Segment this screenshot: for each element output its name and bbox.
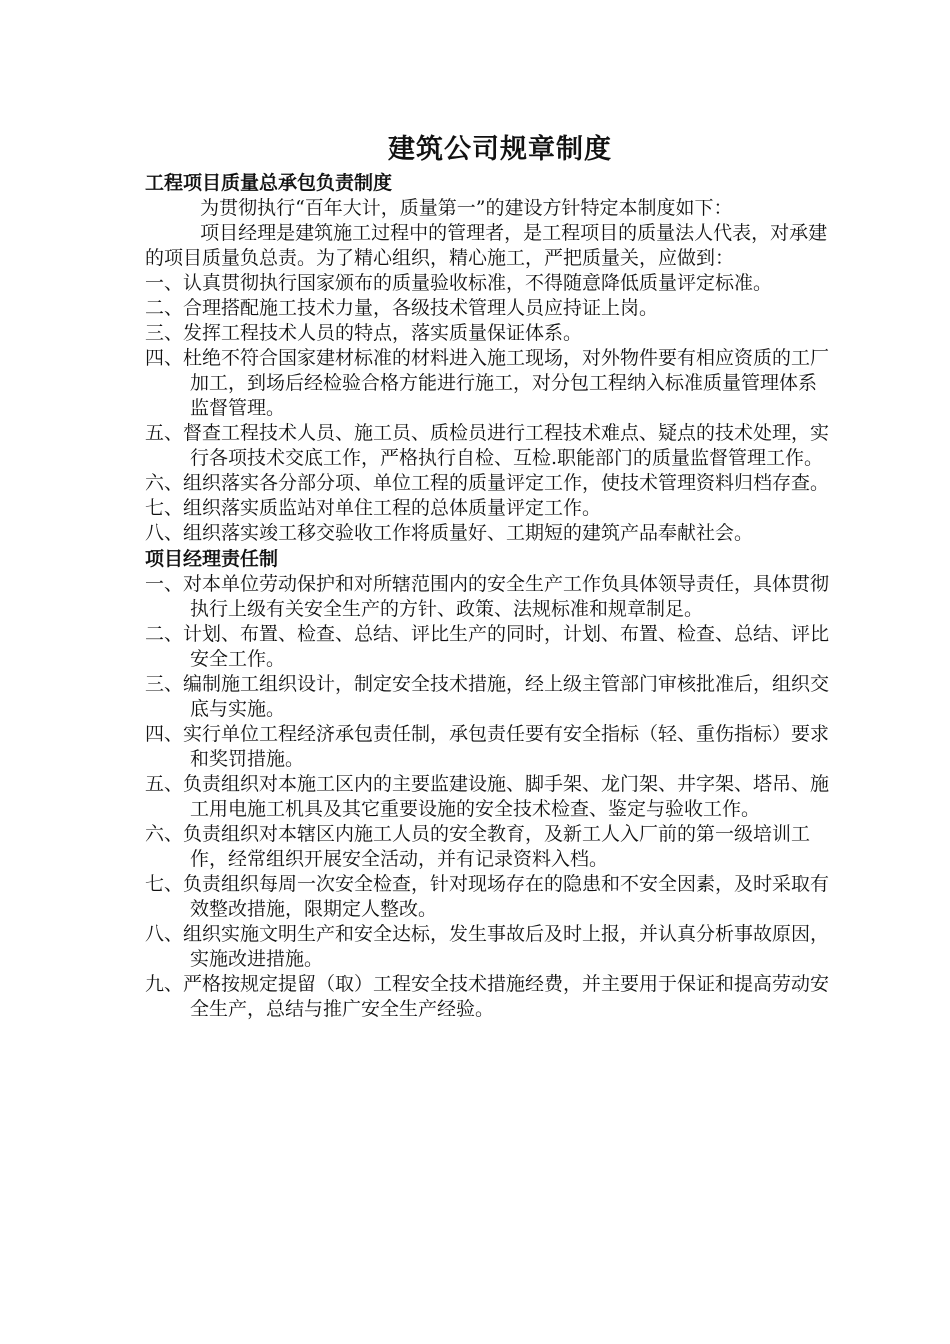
- list-item: 三、编制施工组织设计，制定安全技术措施，经上级主管部门审核批准后，组织交底与实施。: [145, 673, 830, 720]
- list-item: 六、组织落实各分部分项、单位工程的质量评定工作，使技术管理资料归档存查。: [145, 472, 830, 494]
- list-item: 八、组织实施文明生产和安全达标，发生事故后及时上报，并认真分析事故原因，实施改进措施。: [145, 923, 830, 970]
- list-item: 八、组织落实竣工移交验收工作将质量好、工期短的建筑产品奉献社会。: [145, 522, 754, 544]
- manager-list: [145, 572, 830, 1022]
- list-item: 五、督查工程技术人员、施工员、质检员进行工程技术难点、疑点的技术处理，实行各项技术交底工作，严格执行自检、互检.职能部门的质量监督管理工作。: [145, 422, 830, 469]
- list-item: 一、对本单位劳动保护和对所辖范围内的安全生产工作负具体领导责任，具体贯彻执行上级有关安全生产的方针、政策、法规标准和规章制足。: [145, 573, 830, 620]
- section-heading-quality: 工程项目质量总承包负责制度: [145, 172, 393, 194]
- list-item: 一、认真贯彻执行国家颁布的质量验收标准，不得随意降低质量评定标准。: [145, 272, 773, 294]
- quality-list: [145, 271, 830, 546]
- list-item: 七、负责组织每周一次安全检查，针对现场存在的隐患和不安全因素，及时采取有效整改措施，限期定人整改。: [145, 873, 830, 920]
- list-item: 二、计划、布置、检查、总结、评比生产的同时，计划、布置、检查、总结、评比安全工作。: [145, 623, 830, 670]
- section-heading-manager: 项目经理责任制: [145, 548, 279, 570]
- document-title: 建筑公司规章制度: [388, 134, 612, 165]
- list-item: 二、合理搭配施工技术力量，各级技术管理人员应持证上岗。: [145, 297, 659, 319]
- list-item: 七、组织落实质监站对单住工程的总体质量评定工作。: [145, 497, 602, 519]
- list-item: 九、严格按规定提留（取）工程安全技术措施经费，并主要用于保证和提高劳动安全生产，总结与推广安全生产经验。: [145, 973, 830, 1020]
- intro-paragraph: 为贯彻执行“百年大计，质量第一”的建设方针特定本制度如下：: [200, 197, 733, 219]
- list-item: 三、发挥工程技术人员的特点，落实质量保证体系。: [145, 322, 583, 344]
- list-item: 五、负责组织对本施工区内的主要监建设施、脚手架、龙门架、井字架、塔吊、施工用电施工机具及其它重要设施的安全技术检查、鉴定与验收工作。: [145, 773, 830, 820]
- list-item: 四、杜绝不符合国家建材标准的材料进入施工现场，对外物件要有相应资质的工厂加工，到场后经检验合格方能进行施工，对分包工程纳入标准质量管理体系监督管理。: [145, 347, 830, 419]
- list-item: 六、负责组织对本辖区内施工人员的安全教育，及新工人入厂前的第一级培训工作，经常组织开展安全活动，并有记录资料入档。: [145, 823, 811, 870]
- manager-paragraph: 项目经理是建筑施工过程中的管理者，是工程项目的质量法人代表，对承建的项目质量负总责。为了精心组织，精心施工，严把质量关，应做到：: [145, 222, 828, 269]
- list-item: 四、实行单位工程经济承包责任制，承包责任要有安全指标（轻、重伤指标）要求和奖罚措施。: [145, 723, 830, 770]
